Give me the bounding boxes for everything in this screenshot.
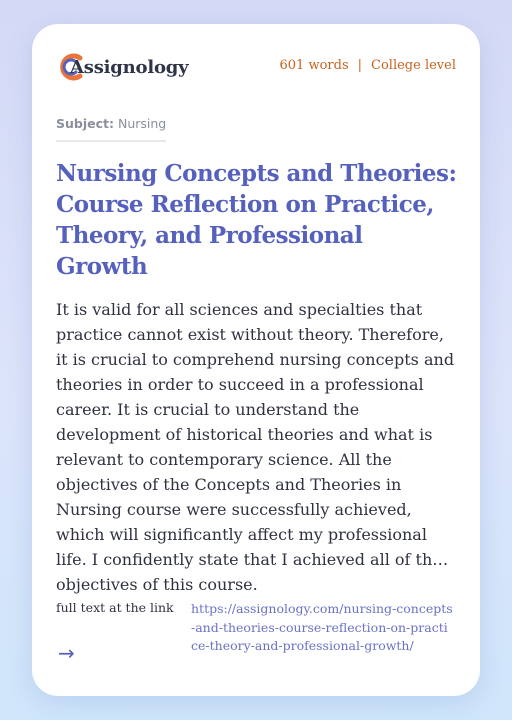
subject-label: Subject: xyxy=(56,116,114,131)
academic-level: College level xyxy=(371,58,456,73)
arrow-right-icon[interactable]: → xyxy=(58,641,75,665)
subject-value: Nursing xyxy=(117,116,167,131)
subject-tag[interactable] xyxy=(56,116,166,142)
link-label: full text at the link xyxy=(56,600,174,615)
meta-separator: | xyxy=(357,58,363,73)
essay-title: Nursing Concepts and Theories: Course Reflection on Practice, Theory, and Professional Growth xyxy=(56,160,457,280)
full-text-link[interactable]: https://assignology.com/nursing-concepts-and-theories-course-reflection-on-practice-theory-and-professional-growth/ xyxy=(191,601,453,653)
logo-text: Assignology xyxy=(70,56,189,78)
word-count: 601 words xyxy=(279,58,349,73)
essay-card xyxy=(32,24,480,696)
essay-excerpt: It is valid for all sciences and specialties that practice cannot exist without theory. Therefore, it is crucial to comprehend nursing concepts and theories in order to succeed in a professional career. It is crucial to understand the development of historical theories and what is relevant to contemporary science. All the objectives of the Concepts and Theories in Nursing course were successfully achieved, which will significantly affect my professional life. I confidently state that I achieved all of the objectives of this course. xyxy=(56,300,455,594)
site-logo[interactable] xyxy=(56,50,188,84)
essay-meta xyxy=(280,58,456,73)
